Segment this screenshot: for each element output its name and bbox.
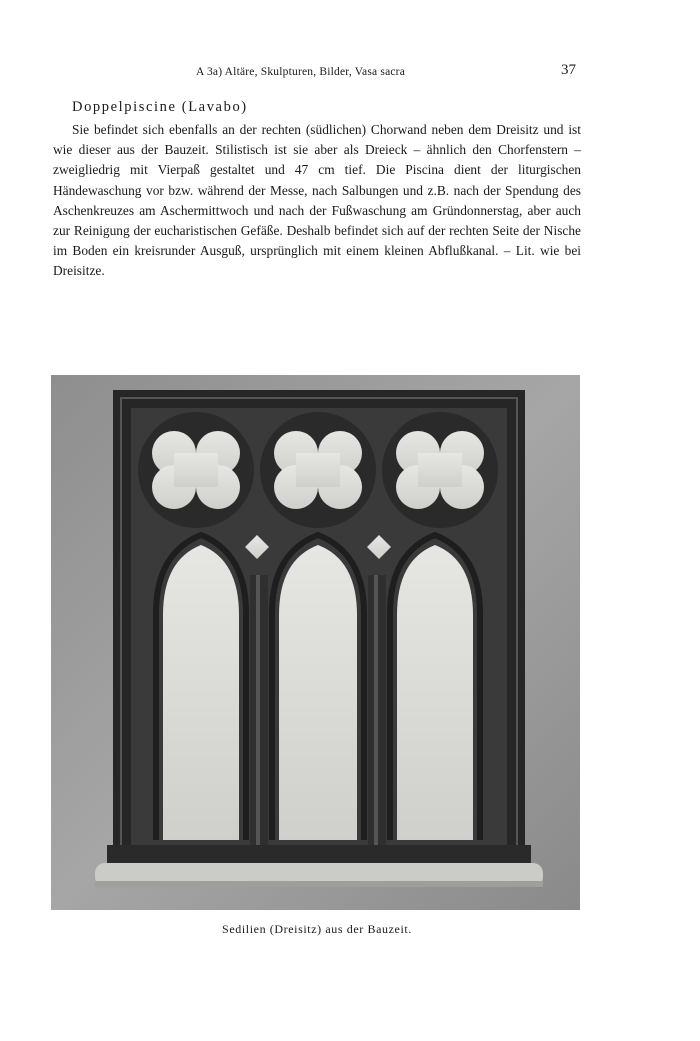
base-plinth bbox=[107, 845, 531, 863]
sedilia-photograph bbox=[51, 375, 580, 910]
running-title: A 3a) Altäre, Skulpturen, Bilder, Vasa sacra bbox=[196, 66, 406, 78]
column-left-highlight bbox=[256, 575, 260, 845]
quatrefoil-center bbox=[260, 412, 376, 528]
quatrefoil-left bbox=[138, 412, 254, 528]
quatrefoil-right bbox=[382, 412, 498, 528]
arch-right bbox=[397, 545, 473, 840]
arch-left bbox=[163, 545, 239, 840]
seat-ledge-shadow bbox=[95, 881, 543, 887]
column-right-highlight bbox=[374, 575, 378, 845]
body-paragraph: Sie befindet sich ebenfalls an der rechten (südlichen) Chorwand neben dem Dreisitz und ist wie dieser aus der Bauzeit. Stilistisch ist sie aber als Dreieck – ähnlich den Chorfenstern – zweigliedrig mit Vierpaß gestaltet und 47 cm tief. Die Piscina dient der liturgischen Händewaschung vor bzw. während der Messe, nach Salbungen und z.B. nach der Spendung des Aschenkreuzes am Aschermittwoch und nach der Fußwaschung am Gründonnerstag, aber auch zur Reinigung der eucharistischen Gefäße. Deshalb befindet sich auf der rechten Seite der Nische im Boden ein kreisrunder Ausguß, ursprünglich mit einem kleinen Abflußkanal. – Lit. wie bei Dreisitze. bbox=[53, 122, 581, 279]
arch-center bbox=[279, 545, 357, 840]
page-number: 37 bbox=[561, 62, 576, 78]
sedilia-illustration bbox=[51, 375, 580, 910]
section-heading: Doppelpiscine (Lavabo) bbox=[72, 99, 248, 115]
running-head bbox=[0, 62, 700, 82]
figure-caption: Sedilien (Dreisitz) aus der Bauzeit. bbox=[222, 922, 412, 936]
